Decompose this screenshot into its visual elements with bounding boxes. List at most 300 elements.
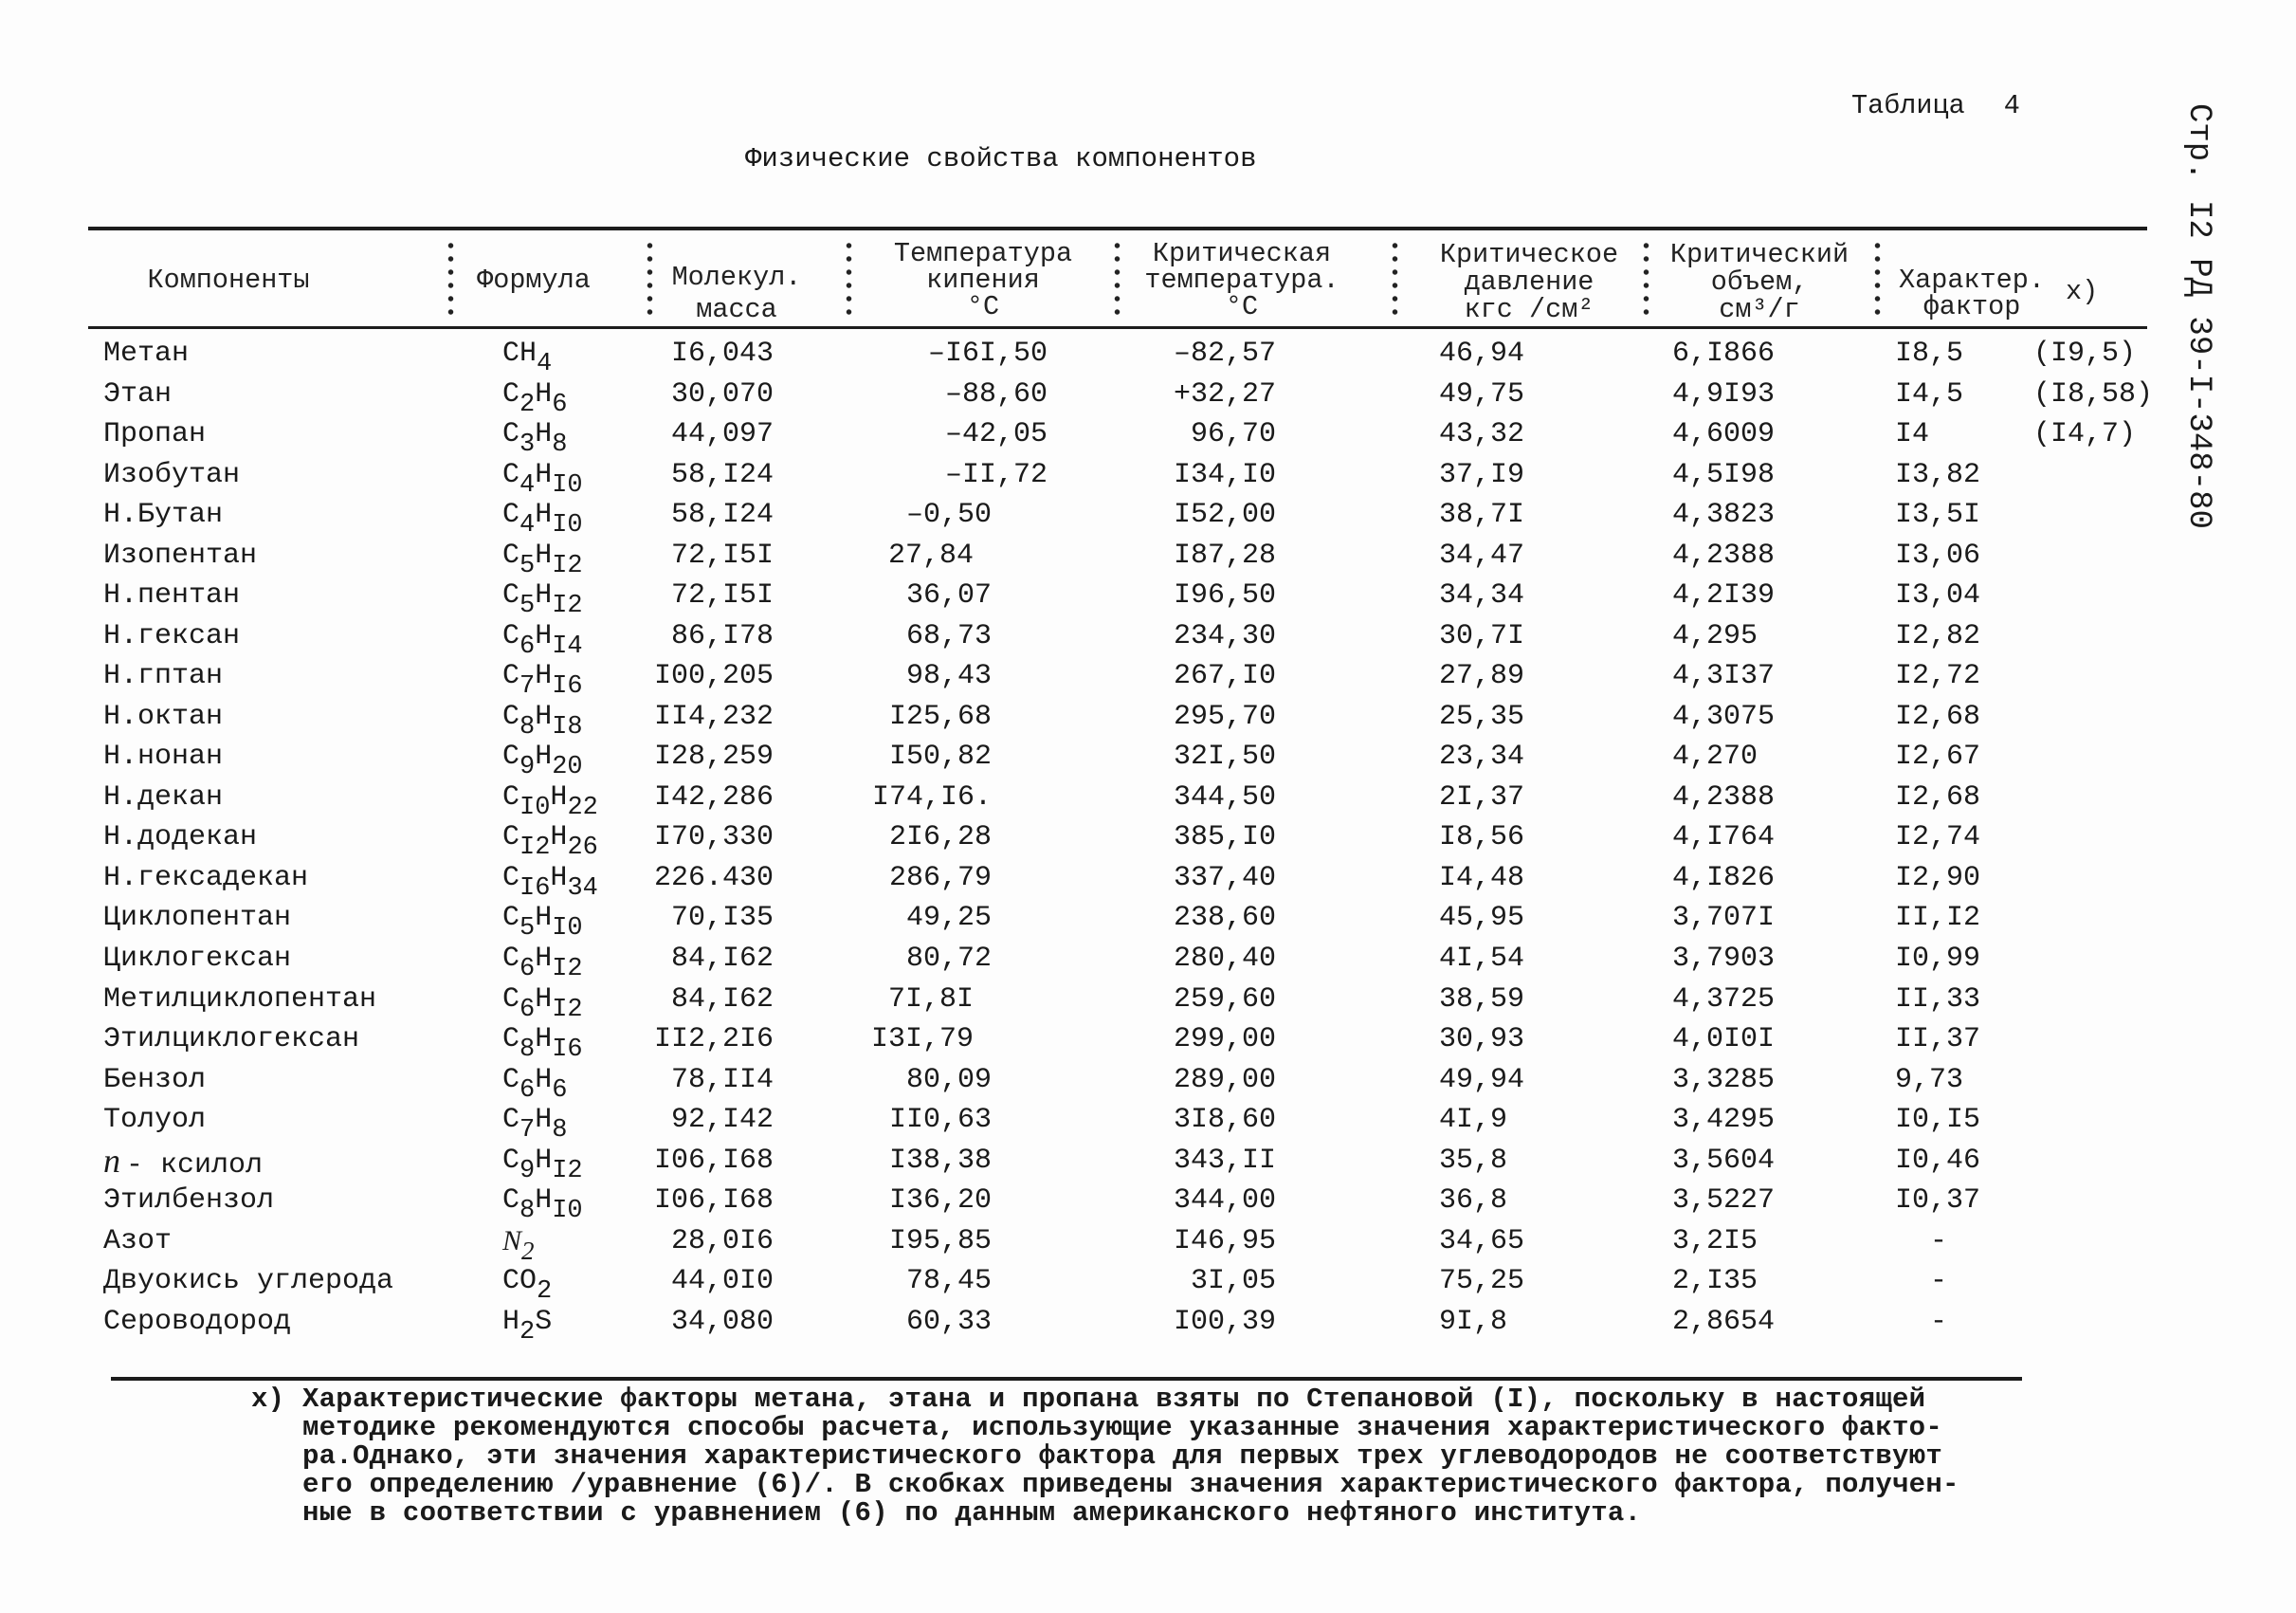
molecular-mass: 58,I24 xyxy=(670,458,774,491)
critical-volume: 3,2I5 xyxy=(1672,1224,1758,1257)
formula-element: H xyxy=(535,660,553,693)
formula xyxy=(502,536,583,580)
formula-subscript: I6 xyxy=(552,1036,583,1065)
header-line: °C xyxy=(966,291,1000,322)
formula-subscript: I2 xyxy=(519,834,551,863)
critical-temp: I52,00 xyxy=(1173,499,1276,532)
critical-pressure: 30,7I xyxy=(1439,619,1525,652)
critical-volume: 4,5I98 xyxy=(1672,458,1776,491)
header-component-label: Компоненты xyxy=(147,265,310,296)
critical-pressure: 34,34 xyxy=(1439,579,1525,613)
formula-element: H xyxy=(535,942,553,975)
component-name xyxy=(103,334,189,375)
table-row xyxy=(0,1181,2296,1226)
formula-element: C xyxy=(502,902,520,935)
formula-subscript: 4 xyxy=(519,470,536,500)
formula-element: C xyxy=(502,1144,520,1177)
critical-pressure: 34,47 xyxy=(1439,539,1525,572)
table-row xyxy=(0,737,2296,782)
boiling-temp: II0,63 xyxy=(888,1104,992,1137)
formula-subscript: 6 xyxy=(519,1075,536,1105)
header-line: Характер. xyxy=(1899,265,2045,296)
critical-temp: 299,00 xyxy=(1173,1023,1276,1056)
component-name-text: Н.декан xyxy=(103,780,224,814)
formula-subscript: I2 xyxy=(552,551,583,580)
formula-subscript: I2 xyxy=(552,995,583,1024)
header-footnote-marker: x) xyxy=(2066,276,2099,307)
boiling-temp: 36,07 xyxy=(905,579,992,613)
formula-element: H xyxy=(535,741,553,774)
formula xyxy=(502,656,583,702)
component-name-text: Циклопентан xyxy=(103,902,292,935)
component-name xyxy=(103,495,223,536)
table-row xyxy=(0,375,2296,419)
formula xyxy=(502,980,583,1024)
formula-subscript: 2 xyxy=(521,1236,535,1265)
formula xyxy=(502,1302,553,1347)
formula-element: C xyxy=(502,700,520,733)
page-reference: Стр. I2 РД 39-I-348-80 xyxy=(2180,103,2216,529)
boiling-temp: –II,72 xyxy=(944,458,1048,491)
component-name xyxy=(103,656,223,697)
critical-volume: 3,3285 xyxy=(1672,1063,1776,1096)
formula-element: C xyxy=(502,1184,520,1218)
critical-pressure: 46,94 xyxy=(1439,338,1525,370)
header-separator xyxy=(1643,239,1649,319)
molecular-mass: 84,I62 xyxy=(670,982,774,1016)
critical-volume: 2,I35 xyxy=(1672,1265,1758,1298)
header-formula xyxy=(463,267,605,294)
formula-subscript: 4 xyxy=(519,511,536,541)
component-name xyxy=(103,1060,206,1101)
molecular-mass: 34,080 xyxy=(670,1305,774,1338)
component-name-text: Н.гексадекан xyxy=(103,861,309,894)
characteristic-factor: I2,82 xyxy=(1895,619,1981,652)
critical-pressure: 49,94 xyxy=(1439,1063,1525,1096)
component-name xyxy=(103,778,223,818)
critical-temp: 238,60 xyxy=(1173,902,1276,935)
header-critical-volume xyxy=(1660,241,1859,323)
boiling-temp: 68,73 xyxy=(905,619,992,652)
molecular-mass: 30,070 xyxy=(670,377,774,411)
boiling-temp: –I6I,50 xyxy=(927,338,1048,370)
critical-temp: 234,30 xyxy=(1173,619,1276,652)
critical-volume: 3,5604 xyxy=(1672,1144,1776,1177)
critical-temp: 3I,05 xyxy=(1190,1265,1276,1298)
footnote-text xyxy=(302,1385,1959,1528)
critical-volume: 4,2388 xyxy=(1672,780,1776,814)
component-name xyxy=(103,576,240,616)
critical-volume: 4,I826 xyxy=(1672,861,1776,894)
table-row xyxy=(0,414,2296,460)
characteristic-factor: I3,04 xyxy=(1895,579,1981,613)
component-name xyxy=(103,898,291,939)
boiling-temp: I74,I6. xyxy=(871,780,992,814)
formula-subscript: I0 xyxy=(552,1197,583,1226)
table-row xyxy=(0,939,2296,983)
critical-pressure: 25,35 xyxy=(1439,700,1525,733)
header-characteristic-factor xyxy=(1886,267,2057,321)
formula xyxy=(502,1141,583,1185)
critical-volume: 3,5227 xyxy=(1672,1184,1776,1218)
footnote-line: ра.Однако, эти значения характеристического фактора для первых трех углеводородов не соответствуют xyxy=(302,1440,1942,1472)
formula xyxy=(502,1019,583,1065)
table-row xyxy=(0,898,2296,944)
component-name xyxy=(103,1019,359,1060)
formula-element: C xyxy=(502,861,520,894)
header-boiling-temp xyxy=(888,238,1078,322)
formula-subscript: 8 xyxy=(519,1197,536,1226)
molecular-mass: I06,I68 xyxy=(653,1144,774,1177)
component-name xyxy=(103,1141,263,1186)
component-name xyxy=(103,616,240,657)
formula-subscript: 6 xyxy=(519,632,536,661)
characteristic-factor: I3,06 xyxy=(1895,539,1981,572)
formula-element: H xyxy=(550,821,568,854)
table-row xyxy=(0,1100,2296,1146)
characteristic-factor: I3,5I xyxy=(1895,499,1981,532)
component-name-text: Н.додекан xyxy=(103,821,258,854)
boiling-temp: I38,38 xyxy=(888,1144,992,1177)
header-line: давление xyxy=(1464,266,1594,298)
characteristic-factor: I4 xyxy=(1895,418,1930,451)
critical-pressure: 4I,9 xyxy=(1439,1104,1508,1137)
formula xyxy=(502,1100,568,1146)
formula-subscript: 6 xyxy=(552,390,568,419)
critical-temp: –82,57 xyxy=(1173,338,1276,370)
boiling-temp: I50,82 xyxy=(888,741,992,774)
table-label-text: Таблица xyxy=(1851,90,1965,121)
formula xyxy=(502,455,583,500)
header-line: °C xyxy=(1225,291,1259,322)
component-name-text: Н.октан xyxy=(103,700,224,733)
boiling-temp: 78,45 xyxy=(905,1265,992,1298)
formula-element: C xyxy=(502,1023,520,1056)
component-name-text: Толуол xyxy=(103,1104,207,1137)
molecular-mass: 78,II4 xyxy=(670,1063,774,1096)
critical-pressure: 38,7I xyxy=(1439,499,1525,532)
header-line: кгс /см² xyxy=(1464,294,1594,325)
formula xyxy=(502,576,583,621)
formula-subscript: 5 xyxy=(519,592,536,621)
critical-temp: 344,00 xyxy=(1173,1184,1276,1218)
critical-volume: 3,707I xyxy=(1672,902,1776,935)
formula xyxy=(502,939,583,983)
boiling-temp: I3I,79 xyxy=(870,1023,974,1056)
boiling-temp: I36,20 xyxy=(888,1184,992,1218)
component-name-text: Пропан xyxy=(103,418,207,451)
boiling-temp: –88,60 xyxy=(944,377,1048,411)
molecular-mass: II2,2I6 xyxy=(653,1023,774,1056)
formula-element: C xyxy=(502,821,520,854)
formula-element: C xyxy=(502,780,520,814)
formula xyxy=(502,616,583,661)
critical-temp: 267,I0 xyxy=(1173,660,1276,693)
molecular-mass: 70,I35 xyxy=(670,902,774,935)
characteristic-factor: I2,90 xyxy=(1895,861,1981,894)
critical-volume: 4,2388 xyxy=(1672,539,1776,572)
molecular-mass: I42,286 xyxy=(653,780,774,814)
component-name-text: Изопентан xyxy=(103,539,258,572)
characteristic-factor: I8,5 xyxy=(1895,338,1964,370)
formula-element: H xyxy=(550,861,568,894)
formula-element: C xyxy=(502,942,520,975)
boiling-temp: 2I6,28 xyxy=(888,821,992,854)
formula xyxy=(502,1060,568,1105)
header-line: Температура xyxy=(893,238,1073,269)
critical-volume: 4,6009 xyxy=(1672,418,1776,451)
header-critical-pressure xyxy=(1430,241,1629,323)
boiling-temp: 80,72 xyxy=(905,942,992,975)
formula-subscript: I0 xyxy=(519,793,551,822)
critical-temp: I87,28 xyxy=(1173,539,1276,572)
formula-element: C xyxy=(502,1063,520,1096)
formula-subscript: 3 xyxy=(519,431,536,460)
footnote xyxy=(0,1385,2296,1537)
molecular-mass: 44,0I0 xyxy=(670,1265,774,1298)
formula-element: C xyxy=(502,458,520,491)
formula xyxy=(502,495,583,541)
critical-pressure: 23,34 xyxy=(1439,741,1525,774)
formula-element: CH xyxy=(502,338,538,370)
component-name xyxy=(103,1221,172,1262)
formula-element: H xyxy=(535,902,553,935)
critical-volume: 2,8654 xyxy=(1672,1305,1776,1338)
critical-volume: 4,9I93 xyxy=(1672,377,1776,411)
component-name-text: Н.пентан xyxy=(103,579,241,613)
formula-subscript: 22 xyxy=(567,793,598,822)
table-row xyxy=(0,697,2296,742)
table-row xyxy=(0,495,2296,541)
characteristic-factor: II,33 xyxy=(1895,982,1981,1016)
characteristic-factor: I2,68 xyxy=(1895,780,1981,814)
formula-element: H xyxy=(535,377,553,411)
formula-subscript: 6 xyxy=(552,1075,568,1105)
formula-subscript: 9 xyxy=(519,1156,536,1185)
header-line: Критическое xyxy=(1439,239,1619,270)
header-component xyxy=(119,267,337,294)
characteristic-factor: - xyxy=(1930,1265,1948,1298)
formula xyxy=(502,858,598,903)
boiling-temp: 98,43 xyxy=(905,660,992,693)
formula-element: C xyxy=(502,982,520,1016)
formula-subscript: 5 xyxy=(519,551,536,580)
molecular-mass: 226.430 xyxy=(653,861,774,894)
formula-subscript: I6 xyxy=(519,873,551,903)
critical-temp: I00,39 xyxy=(1173,1305,1276,1338)
formula-element: C xyxy=(502,579,520,613)
formula-subscript: 4 xyxy=(537,350,553,378)
component-name-text: Сероводород xyxy=(103,1305,292,1338)
characteristic-factor: I2,72 xyxy=(1895,660,1981,693)
component-name-prefix: n xyxy=(103,1141,120,1180)
formula-subscript: 34 xyxy=(567,873,598,903)
formula-subscript: I2 xyxy=(552,592,583,621)
formula-element: C xyxy=(502,377,520,411)
component-name xyxy=(103,697,223,738)
component-name-text: Двуокись углерода xyxy=(103,1265,394,1298)
critical-temp: 343,II xyxy=(1173,1144,1276,1177)
molecular-mass: 84,I62 xyxy=(670,942,774,975)
formula-element: H xyxy=(535,619,553,652)
formula-subscript: 26 xyxy=(567,834,598,863)
critical-pressure: 37,I9 xyxy=(1439,458,1525,491)
boiling-temp: –0,50 xyxy=(905,499,992,532)
critical-pressure: 2I,37 xyxy=(1439,780,1525,814)
component-name-text: Азот xyxy=(103,1224,173,1257)
component-name xyxy=(103,980,376,1020)
header-line: масса xyxy=(696,294,777,325)
formula-element: H xyxy=(535,1063,553,1096)
critical-pressure: 9I,8 xyxy=(1439,1305,1508,1338)
characteristic-factor: I2,67 xyxy=(1895,741,1981,774)
formula-subscript: I2 xyxy=(552,1156,583,1185)
formula xyxy=(502,414,568,460)
molecular-mass: 72,I5I xyxy=(670,579,774,613)
critical-pressure: 38,59 xyxy=(1439,982,1525,1016)
critical-temp: 385,I0 xyxy=(1173,821,1276,854)
boiling-temp: 80,09 xyxy=(905,1063,992,1096)
critical-volume: 4,3075 xyxy=(1672,700,1776,733)
table-title: Физические свойства компонентов xyxy=(745,143,1257,174)
component-name xyxy=(103,858,308,899)
footnote-line: Характеристические факторы метана, этана и пропана взяты по Степановой (I), поскольку в настоящей xyxy=(302,1384,1926,1415)
critical-pressure: 30,93 xyxy=(1439,1023,1525,1056)
characteristic-factor: I0,I5 xyxy=(1895,1104,1981,1137)
formula xyxy=(502,1181,583,1226)
component-name xyxy=(103,1302,291,1343)
table-row xyxy=(0,536,2296,580)
boiling-temp: 49,25 xyxy=(905,902,992,935)
formula-element: H xyxy=(535,418,553,451)
formula-subscript: 8 xyxy=(552,1116,568,1146)
critical-volume: 4,3I37 xyxy=(1672,660,1776,693)
critical-pressure: 27,89 xyxy=(1439,660,1525,693)
molecular-mass: 92,I42 xyxy=(670,1104,774,1137)
formula-element: H xyxy=(535,1184,553,1218)
header-line: Молекул. xyxy=(671,262,802,293)
critical-volume: 4,3823 xyxy=(1672,499,1776,532)
formula xyxy=(502,778,598,822)
formula-element: C xyxy=(502,660,520,693)
footnote-line: ные в соответствии с уравнением (6) по данным американского нефтяного института. xyxy=(302,1497,1642,1529)
formula-element: H xyxy=(535,458,553,491)
formula-subscript: 8 xyxy=(519,1036,536,1065)
formula-element: H xyxy=(535,700,553,733)
table-row xyxy=(0,1060,2296,1105)
critical-pressure: 35,8 xyxy=(1439,1144,1508,1177)
component-name-text: Н.гптан xyxy=(103,660,224,693)
characteristic-factor: I2,74 xyxy=(1895,821,1981,854)
table-row xyxy=(0,778,2296,822)
characteristic-factor: 9,73 xyxy=(1895,1063,1964,1096)
critical-temp: 259,60 xyxy=(1173,982,1276,1016)
boiling-temp: –42,05 xyxy=(944,418,1048,451)
header-separator xyxy=(1392,239,1398,319)
header-line: Критический xyxy=(1669,239,1850,270)
component-name-text: Изобутан xyxy=(103,458,241,491)
formula-element: H xyxy=(535,1023,553,1056)
molecular-mass: 44,097 xyxy=(670,418,774,451)
formula-subscript: 8 xyxy=(519,712,536,742)
component-name-text: Этилбензол xyxy=(103,1184,275,1218)
formula-element: C xyxy=(502,619,520,652)
formula xyxy=(502,375,568,419)
table-row xyxy=(0,576,2296,621)
component-name-text: Метан xyxy=(103,338,190,370)
formula xyxy=(502,334,553,378)
formula-subscript: 20 xyxy=(552,753,583,782)
component-name-text: Н.нонан xyxy=(103,741,224,774)
characteristic-factor-api: (I9,5) xyxy=(2033,338,2137,370)
critical-volume: 4,I764 xyxy=(1672,821,1776,854)
table-row xyxy=(0,1261,2296,1307)
header-separator xyxy=(1874,239,1881,319)
characteristic-factor-api: (I4,7) xyxy=(2033,418,2137,451)
formula-element: H xyxy=(502,1305,520,1338)
formula-element: N xyxy=(502,1224,522,1256)
critical-temp: 289,00 xyxy=(1173,1063,1276,1096)
formula-element: CO xyxy=(502,1265,538,1298)
component-name-text: Метилциклопентан xyxy=(103,982,377,1016)
component-name xyxy=(103,414,206,455)
characteristic-factor: I0,37 xyxy=(1895,1184,1981,1218)
critical-volume: 6,I866 xyxy=(1672,338,1776,370)
critical-volume: 3,4295 xyxy=(1672,1104,1776,1137)
critical-pressure: 45,95 xyxy=(1439,902,1525,935)
header-line: Критическая xyxy=(1152,238,1332,269)
component-name xyxy=(103,737,223,778)
table-header-rule xyxy=(88,326,2147,329)
header-critical-temp xyxy=(1133,238,1351,322)
molecular-mass: 58,I24 xyxy=(670,499,774,532)
critical-temp: I34,I0 xyxy=(1173,458,1276,491)
header-separator xyxy=(1114,239,1121,319)
critical-pressure: 34,65 xyxy=(1439,1224,1525,1257)
characteristic-factor-api: (I8,58) xyxy=(2033,377,2154,411)
critical-volume: 4,0I0I xyxy=(1672,1023,1776,1056)
critical-temp: 96,70 xyxy=(1190,418,1276,451)
component-name xyxy=(103,939,291,980)
header-line: температура. xyxy=(1144,265,1339,296)
formula-subscript: 5 xyxy=(519,914,536,944)
characteristic-factor: I4,5 xyxy=(1895,377,1964,411)
table-row xyxy=(0,1019,2296,1065)
characteristic-factor: - xyxy=(1930,1224,1948,1257)
formula-subscript: 6 xyxy=(519,954,536,983)
formula-subscript: 2 xyxy=(519,1317,536,1347)
critical-temp: I96,50 xyxy=(1173,579,1276,613)
critical-temp: 337,40 xyxy=(1173,861,1276,894)
molecular-mass: II4,232 xyxy=(653,700,774,733)
header-line: фактор xyxy=(1922,291,2021,322)
component-name xyxy=(103,1181,274,1221)
boiling-temp: 60,33 xyxy=(905,1305,992,1338)
boiling-temp: 27,84 xyxy=(887,539,974,572)
formula-element: C xyxy=(502,1104,520,1137)
critical-temp: 295,70 xyxy=(1173,700,1276,733)
table-row xyxy=(0,980,2296,1024)
header-line: см³/г xyxy=(1719,294,1800,325)
header-separator xyxy=(447,239,454,319)
formula xyxy=(502,697,583,742)
molecular-mass: 72,I5I xyxy=(670,539,774,572)
component-name xyxy=(103,1261,393,1302)
component-name-text: Этан xyxy=(103,377,173,411)
header-separator xyxy=(846,239,852,319)
header-formula-label: Формула xyxy=(477,265,591,296)
critical-pressure: I4,48 xyxy=(1439,861,1525,894)
